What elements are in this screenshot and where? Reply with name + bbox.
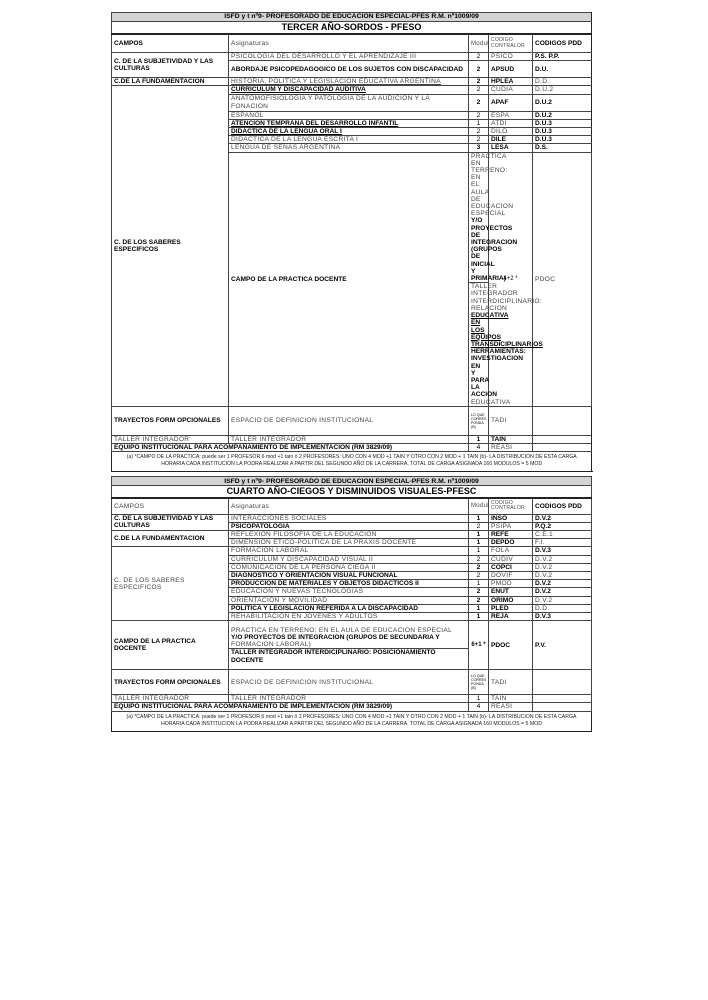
subject-name: COMUNICACIÓN DE LA PERSONA CIEGA II xyxy=(229,563,469,571)
subject-name: ANATOMOFISIOLOGIA Y PATOLOGIA DE LA AUDICION Y LA FONACION xyxy=(229,94,469,111)
subject-name: FORMACION LABORAL xyxy=(229,547,469,555)
column-header-codigos-pdd: CODIGOS PDD xyxy=(533,34,592,53)
subject-name: PRODUCCION DE MATERIALES Y OBJETOS DIDACTICOS II xyxy=(229,580,469,588)
subject-modules: 2 xyxy=(469,563,489,571)
subject-pdd: D.U.2 xyxy=(533,111,592,119)
practica-line: TALLER INTEGRADOR INTERDICIPLINARIO: POSICIONAMIENTO DOCENTE xyxy=(229,648,468,663)
subject-name: DIAGNOSTICO Y ORIENTACION VISUAL FUNCIONAL xyxy=(229,572,469,580)
practica-code: PDOC xyxy=(533,152,592,406)
subject-name: REHABILITACION EN JOVENES Y ADULTOS xyxy=(229,613,469,621)
subject-pdd: D.V.2 xyxy=(533,563,592,571)
subject-modules: 2 xyxy=(469,61,489,78)
subject-modules: 2 xyxy=(469,555,489,563)
subject-modules: 2 xyxy=(469,596,489,604)
column-header-modulos: Modul xyxy=(469,34,489,53)
subject-code: APAF xyxy=(489,94,533,111)
subject-pdd: P.S. P.P. xyxy=(533,53,592,61)
subject-pdd: D.V.2 xyxy=(533,580,592,588)
subject-code: PSICO xyxy=(489,53,533,61)
taller-modules: 1 xyxy=(469,695,489,703)
subject-pdd: D.V.2 xyxy=(533,588,592,596)
subject-code: ENUT xyxy=(489,588,533,596)
trayectos-pdd xyxy=(533,406,592,435)
table-subtitle: CUARTO AÑO-CIEGOS Y DISMINUIDOS VISUALES-PFESC xyxy=(112,486,592,499)
group-trayectos: TRAYECTOS FORM OPCIONALES xyxy=(112,670,229,695)
subject-name: ORIENTACION Y MOVILIDAD xyxy=(229,596,469,604)
subject-name: LENGUA DE SEÑAS ARGENTINA xyxy=(229,144,469,152)
practica-line: HERRAMIENTAS: INVESTIGACION EN Y PARA LA ACCION xyxy=(471,348,526,399)
subject-modules: 1 xyxy=(469,119,489,127)
column-header-campos: CAMPOS xyxy=(112,34,229,53)
group-saberes: C. DE LOS SABERES ESPECIFICOS xyxy=(112,86,229,406)
practica-line: Y/O PROYECTOS DE INTEGRACION (GRUPOS DE SECUNDARIA Y xyxy=(231,633,440,641)
table-subtitle: TERCER AÑO-SORDOS - PFESO xyxy=(112,22,592,35)
subject-modules: 3 xyxy=(469,144,489,152)
subject-pdd: D.V.2 xyxy=(533,555,592,563)
subject-code: DOVIF xyxy=(489,572,533,580)
subject-pdd: D.D. xyxy=(533,604,592,612)
subject-code: DILO xyxy=(489,128,533,136)
practica-line: EDUCATIVA xyxy=(471,398,511,406)
trayectos-modules: LO QUE CORRES PONDA (B) xyxy=(469,406,489,435)
column-header-codigo: CODIGO CONTRALOR xyxy=(489,498,533,514)
subject-name: CURRICULUM Y DISCAPACIDAD VISUAL II xyxy=(229,555,469,563)
subject-pdd: D.U.2 xyxy=(533,94,592,111)
equipo-pdd xyxy=(533,443,592,451)
trayectos-code: TADI xyxy=(489,406,533,435)
group-taller: TALLER INTEGRADOR xyxy=(112,695,229,703)
group-subjetividad: C. DE LA SUBJETIVIDAD Y LAS CULTURAS xyxy=(112,53,229,78)
taller-pdd xyxy=(533,435,592,443)
subject-code: DILE xyxy=(489,136,533,144)
table-footnote: (a) *CAMPO DE LA PRACTICA: puede ser 1 PROFESOR 6 mod +1 tain ó 2 PROFESORES: UNO CON 4 MOD +1 TAIN Y OTRO CON 2 MOD + 1 TAIN (b)- LA DISTRIBUCION DE ESTA CARGA HORARIA CADA INSTITUCION LA PODRA REALIZAR A PARTIR DEL SEGUNDO AÑO DE LA CARRERA. TOTAL DE CARGA ASIGNADA 160 MODULOS = 5 MOD xyxy=(126,713,577,727)
subject-modules: 2 xyxy=(469,94,489,111)
practica-line: FORMACION LABORAL) xyxy=(231,641,312,649)
subject-pdd: D.U.3 xyxy=(533,119,592,127)
subject-code: ATDI xyxy=(489,119,533,127)
subject-pdd: F.I. xyxy=(533,539,592,547)
subject-code: DEPDO xyxy=(489,539,533,547)
group-trayectos: TRAYECTOS FORM OPCIONALES xyxy=(112,406,229,435)
practica-description xyxy=(229,621,469,670)
group-fundamentacion: C.DE LA FUNDAMENTACION xyxy=(112,531,229,547)
subject-pdd: D.U.3 xyxy=(533,128,592,136)
subject-pdd: D.S. xyxy=(533,144,592,152)
subject-pdd: D.V.2 xyxy=(533,596,592,604)
equipo-modules: 4 xyxy=(469,703,489,711)
subject-modules: 2 xyxy=(469,522,489,530)
subject-pdd: D.V.2 xyxy=(533,572,592,580)
subject-modules: 2 xyxy=(469,78,489,86)
subject-modules: 2 xyxy=(469,53,489,61)
group-subjetividad: C. DE LA SUBJETIVIDAD Y LAS CULTURAS xyxy=(112,514,229,530)
subject-modules: 2 xyxy=(469,128,489,136)
table-header-line: ISFD y t nº9- PROFESORADO DE EDUCACION ESPECIAL-PFES R.M. nº1009/09 xyxy=(112,477,592,486)
table-footnote: (a) *CAMPO DE LA PRACTICA: puede ser 1 PROFESOR 6 mod +1 tain ó 2 PROFESORES: UNO CON 4 MOD +1 TAIN Y OTRO CON 2 MOD + 1 TAIN (b)- LA DISTRIBUCION DE ESTA CARGA HORARIA CADA INSTITUCION LA PODRA REALIZAR A PARTIR DEL SEGUNDO AÑO DE LA CARRERA. TOTAL DE CARGA ASIGNADA 160 MODULOS = 5 MOD xyxy=(126,454,577,468)
trayectos-modules: LO QUE CORRES PONDA (B) xyxy=(469,670,489,695)
group-practica: CAMPO DE LA PRACTICA DOCENTE xyxy=(229,152,469,406)
trayectos-code: TADI xyxy=(489,670,533,695)
subject-pdd: D.V.3 xyxy=(533,547,592,555)
subject-code: HPLEA xyxy=(489,78,533,86)
practica-pdd: P.V. xyxy=(533,621,592,670)
group-equipo: EQUIPO INSTITUCIONAL PARA ACOMPAÑAMIENTO DE IMPLEMENTACION (RM 3829/09) xyxy=(112,443,469,451)
subject-name: DIMENSION ETICO-POLITICA DE LA PRAXIS DOCENTE xyxy=(229,539,469,547)
subject-modules: 1 xyxy=(469,604,489,612)
practica-line: PRACTICA EN TERRENO: EN EL AULA DE EDUCACION ESPECIAL xyxy=(231,626,453,634)
subject-modules: 1 xyxy=(469,580,489,588)
subject-modules: 1 xyxy=(469,531,489,539)
subject-name: ESPAÑOL xyxy=(229,111,469,119)
taller-code: TAIN xyxy=(489,695,533,703)
column-header-codigo: CODIGO CONTRALOR xyxy=(489,34,533,53)
subject-pdd: D.U.2 xyxy=(533,86,592,94)
subject-name: ATENCION TEMPRANA DEL DESARROLLO INFANTIL xyxy=(229,119,469,127)
column-header-asignaturas: Asignaturas xyxy=(229,498,469,514)
column-header-codigos-pdd: CODIGOS PDD xyxy=(533,498,592,514)
subject-name: PSICOPATOLOGIA xyxy=(229,522,469,530)
taller-pdd xyxy=(533,695,592,703)
group-equipo: EQUIPO INSTITUCIONAL PARA ACOMPAÑAMIENTO DE IMPLEMENTACION (RM 3829/09) xyxy=(112,703,469,711)
subject-modules: 1 xyxy=(469,613,489,621)
subject-modules: 1 xyxy=(469,514,489,522)
practica-modules: 6+1 * xyxy=(469,621,489,670)
subject-modules: 1 xyxy=(469,539,489,547)
subject-modules: 2 xyxy=(469,86,489,94)
subject-pdd: D.V.3 xyxy=(533,613,592,621)
subject-pdd: C.E.1 xyxy=(533,531,592,539)
subject-name: POLITICA Y LEGISLACION REFERIDA A LA DISCAPACIDAD xyxy=(229,604,469,612)
subject-code: CUDIA xyxy=(489,86,533,94)
equipo-pdd xyxy=(533,703,592,711)
practica-modules: 4+2 * xyxy=(489,152,533,406)
group-saberes: C. DE LOS SABERES ESPECIFICOS xyxy=(112,547,229,621)
subject-code: REFE xyxy=(489,531,533,539)
column-header-modulos: Modul xyxy=(469,498,489,514)
column-header-campos: CAMPOS xyxy=(112,498,229,514)
taller-code: TAIN xyxy=(489,435,533,443)
subject-pdd: D.V.2 xyxy=(533,514,592,522)
table-header-line: ISFD y t nº9- PROFESORADO DE EDUCACION ESPECIAL-PFES R.M. nº1009/09 xyxy=(112,13,592,22)
subject-code: COPCI xyxy=(489,563,533,571)
subject-name: EDUCACION Y NUEVAS TECNOLOGIAS xyxy=(229,588,469,596)
subject-code: LESA xyxy=(489,144,533,152)
equipo-code: REASI xyxy=(489,703,533,711)
document-sheet xyxy=(111,12,591,732)
group-fundamentacion: C.DE LA FUNDAMENTACION xyxy=(112,78,229,86)
subject-code: PMOD xyxy=(489,580,533,588)
subject-code: REJA xyxy=(489,613,533,621)
subject-pdd: D.U. xyxy=(533,61,592,78)
taller-subject: TALLER INTEGRADOR xyxy=(229,695,469,703)
subject-code: ESPA xyxy=(489,111,533,119)
subject-modules: 2 xyxy=(469,572,489,580)
subject-code: APSUD xyxy=(489,61,533,78)
subject-code: CUDIV xyxy=(489,555,533,563)
schedule-table-cuarto-ano xyxy=(111,476,592,732)
subject-name: HISTORIA, POLITICA Y LEGISLACION EDUCATIVA ARGENTINA xyxy=(229,78,469,86)
practica-code: PDOC xyxy=(489,621,533,670)
practica-line: TALLER INTEGRADOR INTERDICIPLINARIO: RELACION xyxy=(471,283,542,312)
subject-name: DIDACTICA DE LA LENGUA ORAL I xyxy=(229,128,469,136)
trayectos-subject: ESPACIO DE DEFINICION INSTITUCIONAL xyxy=(229,670,469,695)
subject-pdd: D.D. xyxy=(533,78,592,86)
subject-code: FOLA xyxy=(489,547,533,555)
group-taller: TALLER INTEGRADOR xyxy=(112,435,229,443)
subject-modules: 2 xyxy=(469,111,489,119)
subject-name: REFLEXION FILOSOFIA DE LA EDUCACION xyxy=(229,531,469,539)
subject-modules: 2 xyxy=(469,136,489,144)
trayectos-pdd xyxy=(533,670,592,695)
trayectos-subject: ESPACIO DE DEFINICION INSTITUCIONAL xyxy=(229,406,469,435)
subject-code: ORIMO xyxy=(489,596,533,604)
practica-line: Y/O PROYECTOS DE INTEGRACION (GRUPOS DE INICIAL Y PRIMARIA) xyxy=(471,217,518,283)
subject-name: PSICOLOGIA DEL DESARROLLO Y EL APRENDIZAJE III xyxy=(229,53,469,61)
subject-name: CURRICULUM Y DISCAPACIDAD AUDITIVA xyxy=(229,86,469,94)
subject-code: INSO xyxy=(489,514,533,522)
subject-name: ABORDAJE PSICOPEDAGOGICO DE LOS SUJETOS CON DISCAPACIDAD xyxy=(229,61,469,78)
practica-line: EDUCATIVA EN LOS EQUIPOS TRANSDICIPLINARIOS xyxy=(471,312,543,348)
subject-code: PLED xyxy=(489,604,533,612)
equipo-modules: 4 xyxy=(469,443,489,451)
subject-pdd: P.Q.2 xyxy=(533,522,592,530)
taller-modules: 1 xyxy=(469,435,489,443)
subject-name: DIDACTICA DE LA LENGUA ESCRITA I xyxy=(229,136,469,144)
subject-code: PSIPA xyxy=(489,522,533,530)
equipo-code: REASI xyxy=(489,443,533,451)
subject-modules: 2 xyxy=(469,588,489,596)
subject-name: INTERACCIONES SOCIALES xyxy=(229,514,469,522)
schedule-table-tercer-ano xyxy=(111,12,592,472)
subject-modules: 1 xyxy=(469,547,489,555)
subject-pdd: D.U.3 xyxy=(533,136,592,144)
practica-line: PRACTICA EN TERRENO: EN EL AULA DE EDUCACION ESPECIAL xyxy=(471,152,514,218)
group-practica: CAMPO DE LA PRACTICA DOCENTE xyxy=(112,621,229,670)
column-header-asignaturas: Asignaturas xyxy=(229,34,469,53)
taller-subject: TALLER INTEGRADOR xyxy=(229,435,469,443)
